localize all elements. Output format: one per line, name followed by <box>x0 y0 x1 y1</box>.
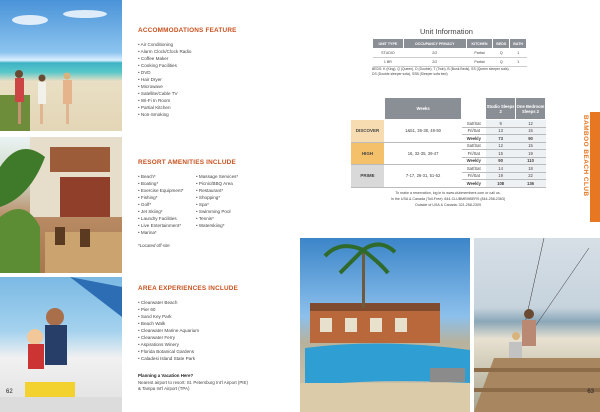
list-item: • Boating* <box>138 180 184 187</box>
list-item: • Restaurant* <box>196 187 238 194</box>
father-son-boat-photo <box>0 277 122 412</box>
table-cell: 73 <box>486 135 516 143</box>
column-header: One Bedroom Sleeps 2 <box>516 98 546 120</box>
table-cell: 2/2 <box>403 49 466 58</box>
table-row <box>351 120 546 128</box>
area-list <box>138 299 199 362</box>
table-cell: 90 <box>486 157 516 165</box>
airport-line-2: & Tampa Int'l Airport (TPA) <box>138 386 190 391</box>
table-cell: 2/2 <box>403 58 466 67</box>
table-cell: Sat/Sat <box>462 165 486 173</box>
table-cell: 9 <box>486 120 516 128</box>
table-cell: 90 <box>516 135 546 143</box>
list-item: • Jet Skiing* <box>138 208 184 215</box>
contact-line: Outside of USA & Canada: 321-258-2309 <box>415 203 481 207</box>
table-cell: Sat/Sat <box>462 142 486 150</box>
season-weeks: 1&51, 36-38, 48-50 <box>384 120 461 143</box>
table-cell: Partial <box>466 49 492 58</box>
list-item: • Swimming Pool <box>196 208 238 215</box>
pool-photo <box>300 238 470 412</box>
table-row <box>351 142 546 150</box>
table-cell: Weekly <box>462 135 486 143</box>
beds-legend-line: BEDS: K (King), Q (Queen), D (Double), T (Twin), B (Bunk Beds), SS (Queen sleeper sofa), <box>372 67 510 71</box>
list-item: • Tennis* <box>196 215 238 222</box>
column-header: UNIT TYPE <box>373 39 404 49</box>
table-cell: Fri/Sat <box>462 172 486 180</box>
table-cell: Weekly <box>462 180 486 188</box>
table-cell: 18 <box>516 165 546 173</box>
column-header: Weeks <box>384 98 461 120</box>
list-item: • Beach Walk <box>138 320 199 327</box>
beds-legend-line: DS (Double sleeper sofa), SSB (Sleeper sofa bed) <box>372 72 448 76</box>
season-label: HIGH <box>351 142 385 165</box>
contact-line: To make a reservation, log in to www.clubmembers.com or call us. <box>395 191 501 195</box>
table-cell: Q <box>493 58 510 67</box>
list-item: • Satellite/Cable TV <box>138 90 191 97</box>
column-header: Studio Sleeps 2 <box>486 98 516 120</box>
table-cell: Weekly <box>462 157 486 165</box>
list-item: • Alarm Clock/Clock Radio <box>138 48 191 55</box>
blank-header <box>351 98 385 120</box>
list-item: • Exercise Equipment* <box>138 187 184 194</box>
table-cell: 19 <box>486 172 516 180</box>
list-item: • Massage Services* <box>196 173 238 180</box>
table-cell: 14 <box>486 165 516 173</box>
accommodations-list <box>138 41 191 119</box>
list-item: • Wi-Fi In Room <box>138 97 191 104</box>
table-cell: 12 <box>516 120 546 128</box>
list-item: • Marina* <box>138 229 184 236</box>
table-row <box>351 165 546 173</box>
table-cell: 19 <box>516 150 546 158</box>
amenities-list-col2 <box>196 173 238 229</box>
table-cell: 15 <box>486 150 516 158</box>
table-cell: 136 <box>516 180 546 188</box>
list-item: • Spa* <box>196 201 238 208</box>
airport-line-1: Nearest airport to resort: St. Petersburg Int'l Airport (PIE) <box>138 380 248 385</box>
page-number-left: 62 <box>6 389 13 395</box>
list-item: • Fishing* <box>138 194 184 201</box>
list-item: • Non-Smoking <box>138 111 191 118</box>
page-number-right: 63 <box>587 389 594 395</box>
list-item: • Picnic/BBQ Area <box>196 180 238 187</box>
area-title: AREA EXPERIENCES INCLUDE <box>138 285 239 292</box>
list-item: • Hair Dryer <box>138 76 191 83</box>
list-item: • Clearwater Ferry <box>138 334 199 341</box>
table-cell: 13 <box>486 127 516 135</box>
resort-balcony-photo <box>0 137 122 273</box>
list-item: • Florida Botanical Gardens <box>138 348 199 355</box>
list-item: • Laundry Facilities <box>138 215 184 222</box>
beds-legend <box>372 67 532 77</box>
table-cell: 12 <box>486 142 516 150</box>
list-item: • Air Conditioning <box>138 41 191 48</box>
list-item: • Caladesi Island State Park <box>138 355 199 362</box>
list-item: • Clearwater Marine Aquarium <box>138 327 199 334</box>
list-item: • Live Entertainment* <box>138 222 184 229</box>
table-cell: Fri/Sat <box>462 127 486 135</box>
rate-table <box>350 97 546 188</box>
season-weeks: 7-17, 26-31, 51-52 <box>384 165 461 188</box>
season-label: PRIME <box>351 165 385 188</box>
column-header: BATH <box>510 39 527 49</box>
table-cell: 1 <box>510 58 527 67</box>
column-header: KITCHEN <box>466 39 492 49</box>
table-row <box>373 58 527 67</box>
side-tab <box>590 112 600 222</box>
table-cell: 1 BR <box>373 58 404 67</box>
table-cell: STUDIO <box>373 49 404 58</box>
list-item: • Partial Kitchen <box>138 104 191 111</box>
list-item: • Waterskiing* <box>196 222 238 229</box>
table-cell: Sat/Sat <box>462 120 486 128</box>
table-cell: Partial <box>466 58 492 67</box>
fishing-pier-photo <box>474 238 600 412</box>
reservation-contact <box>350 190 546 208</box>
table-cell: Q <box>493 49 510 58</box>
list-item: • Beach* <box>138 173 184 180</box>
table-row <box>373 49 527 58</box>
table-cell: 1 <box>510 49 527 58</box>
side-tab-label: BAMBOO BEACH CLUB <box>582 115 589 197</box>
unit-info-table <box>372 38 527 67</box>
list-item: • Shopping* <box>196 194 238 201</box>
beach-walkers-photo <box>0 0 122 131</box>
list-item: • Golf* <box>138 201 184 208</box>
amenities-list-col1 <box>138 173 184 236</box>
table-cell: 22 <box>516 172 546 180</box>
table-cell: 110 <box>516 157 546 165</box>
list-item: • Pier 60 <box>138 306 199 313</box>
column-header: BEDS <box>493 39 510 49</box>
list-item: • Coffee Maker <box>138 55 191 62</box>
offsite-note: *Located off-site <box>138 243 170 248</box>
table-cell: 15 <box>516 142 546 150</box>
list-item: • Clearwater Beach <box>138 299 199 306</box>
accommodations-title: ACCOMMODATIONS FEATURE <box>138 27 237 34</box>
table-cell: 15 <box>516 127 546 135</box>
season-weeks: 16, 32-35, 39-47 <box>384 142 461 165</box>
unit-info-title: Unit Information <box>420 27 473 36</box>
list-item: • Sand Key Park <box>138 313 199 320</box>
column-header: OCCUPANCY PRIVACY <box>403 39 466 49</box>
table-cell: 108 <box>486 180 516 188</box>
list-item: • Cooking Facilities <box>138 62 191 69</box>
list-item: • Aspirations Winery <box>138 341 199 348</box>
table-cell: Fri/Sat <box>462 150 486 158</box>
vacation-title: Planning a Vacation Here? <box>138 373 194 378</box>
list-item: • Microwave <box>138 83 191 90</box>
list-item: • DVD <box>138 69 191 76</box>
contact-line: In the USA & Canada (Toll-Free): 844-CLUBMEMBERS (844-258-2363) <box>390 197 506 201</box>
season-label: DISCOVER <box>351 120 385 143</box>
amenities-title: RESORT AMENITIES INCLUDE <box>138 159 236 166</box>
